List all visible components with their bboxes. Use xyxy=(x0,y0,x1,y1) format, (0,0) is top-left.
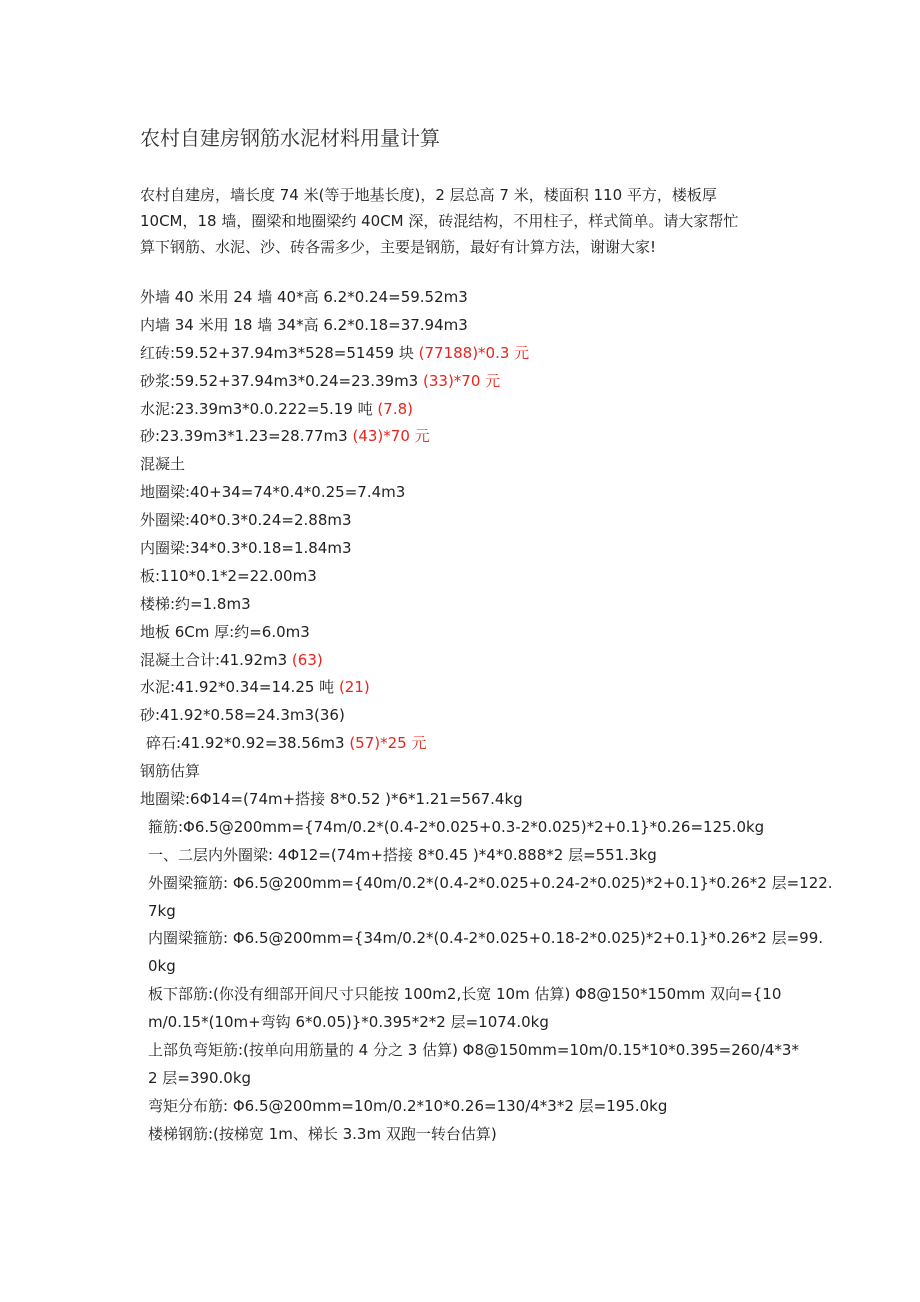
calc-text: 砂:23.39m3*1.23=28.77m3 xyxy=(140,427,353,446)
document-title: 农村自建房钢筋水泥材料用量计算 xyxy=(140,126,440,150)
calc-line-bricks xyxy=(140,340,790,368)
calc-line-inner-wall: 内墙 34 米用 18 墙 34*高 6.2*0.18=37.94m3 xyxy=(140,315,468,334)
intro-line: 10CM，18 墙，圈梁和地圈梁约 40CM 深，砖混结构，不用柱子，样式简单。请大家帮忙 xyxy=(140,212,739,230)
calc-line-distribution-rebar: 弯矩分布筋: Φ6.5@200mm=10m/0.2*10*0.26=130/4*3*2 层=195.0kg xyxy=(148,1096,668,1115)
calc-line-outer-beam: 外圈梁:40*0.3*0.24=2.88m3 xyxy=(140,511,352,530)
calc-line-top-moment-rebar-cont: 2 层=390.0kg xyxy=(148,1068,252,1087)
calc-line-sand xyxy=(140,423,790,451)
price-note: (57)*25 元 xyxy=(349,734,427,753)
calc-text: 水泥:41.92*0.34=14.25 吨 xyxy=(140,678,339,697)
price-note: (77188)*0.3 元 xyxy=(418,343,530,362)
calc-line-floor: 地板 6Cm 厚:约=6.0m3 xyxy=(140,622,310,641)
calc-line-inner-stirrups-cont: 0kg xyxy=(148,957,176,976)
calc-line-ring-beams: 一、二层内外圈梁: 4Φ12=(74m+搭接 8*0.45 )*4*0.888*2 层=551.3kg xyxy=(148,845,657,864)
calc-line-inner-beam: 内圈梁:34*0.3*0.18=1.84m3 xyxy=(140,539,352,558)
calc-line-outer-stirrups-cont: 7kg xyxy=(148,901,176,920)
calc-line-mortar xyxy=(140,368,790,396)
calc-text: 碎石:41.92*0.92=38.56m3 xyxy=(146,734,350,753)
calc-line-ground-beam: 地圈梁:40+34=74*0.4*0.25=7.4m3 xyxy=(140,483,406,502)
calculation-body xyxy=(140,284,833,1149)
calc-line-ground-beam-rebar: 地圈梁:6Φ14=(74m+搭接 8*0.52 )*6*1.21=567.4kg xyxy=(140,790,523,809)
calc-line-concrete-total xyxy=(140,647,790,675)
calc-text: 水泥:23.39m3*0.0.222=5.19 吨 xyxy=(140,399,378,418)
calc-line-outer-stirrups: 外圈梁箍筋: Φ6.5@200mm={40m/0.2*(0.4-2*0.025+0.24-2*0.025)*2+0.1}*0.26*2 层=122. xyxy=(148,873,833,892)
calc-line-concrete-cement xyxy=(140,674,790,702)
price-note: (33)*70 元 xyxy=(423,371,501,390)
calc-line-slab-bottom-rebar-cont: m/0.15*(10m+弯钩 6*0.05)}*0.395*2*2 层=1074.0kg xyxy=(148,1013,549,1032)
price-note: (21) xyxy=(338,678,370,697)
calc-line-inner-stirrups: 内圈梁箍筋: Φ6.5@200mm={34m/0.2*(0.4-2*0.025+0.18-2*0.025)*2+0.1}*0.26*2 层=99. xyxy=(148,929,824,948)
calc-line-outer-wall: 外墙 40 米用 24 墙 40*高 6.2*0.24=59.52m3 xyxy=(140,288,468,306)
price-note: (43)*70 元 xyxy=(352,427,430,446)
calc-line-stirrups: 箍筋:Φ6.5@200mm={74m/0.2*(0.4-2*0.025+0.3-2*0.025)*2+0.1}*0.26=125.0kg xyxy=(148,817,765,836)
calc-line-stairs: 楼梯:约=1.8m3 xyxy=(140,594,251,613)
price-note: (63) xyxy=(291,650,323,669)
calc-line-cement xyxy=(140,396,790,424)
calc-text: 混凝土合计:41.92m3 xyxy=(140,650,292,669)
calc-line-stair-rebar: 楼梯钢筋:(按梯宽 1m、梯长 3.3m 双跑一转台估算) xyxy=(148,1124,497,1143)
calc-line-gravel xyxy=(140,730,790,758)
intro-line: 农村自建房，墙长度 74 米(等于地基长度)，2 层总高 7 米，楼面积 110 平方，楼板厚 xyxy=(140,186,717,204)
calc-line-top-moment-rebar: 上部负弯矩筋:(按单向用筋量的 4 分之 3 估算) Φ8@150mm=10m/0.15*10*0.395=260/4*3* xyxy=(148,1041,799,1060)
calc-line-slab: 板:110*0.1*2=22.00m3 xyxy=(140,566,317,585)
price-note: (7.8) xyxy=(377,399,413,418)
section-heading-rebar: 钢筋估算 xyxy=(140,762,201,781)
intro-paragraph xyxy=(140,182,790,260)
intro-line: 算下钢筋、水泥、沙、砖各需多少，主要是钢筋，最好有计算方法，谢谢大家! xyxy=(140,238,657,256)
calc-text: 红砖:59.52+37.94m3*528=51459 块 xyxy=(140,343,419,362)
calc-text: 砂浆:59.52+37.94m3*0.24=23.39m3 xyxy=(140,371,423,390)
section-heading-concrete: 混凝土 xyxy=(140,455,186,474)
calc-line-slab-bottom-rebar: 板下部筋:(你没有细部开间尺寸只能按 100m2,长宽 10m 估算) Φ8@150*150mm 双向={10 xyxy=(148,985,782,1004)
calc-line-concrete-sand: 砂:41.92*0.58=24.3m3(36) xyxy=(140,706,345,725)
